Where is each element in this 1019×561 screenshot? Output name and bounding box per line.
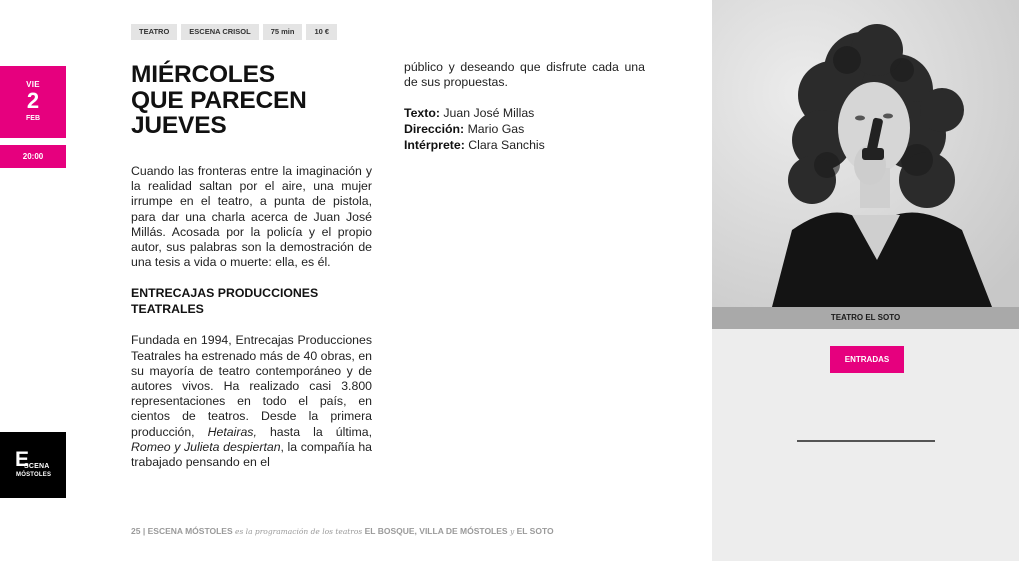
performer-photo [712, 0, 1019, 307]
logo-line1: SCENA [24, 463, 50, 470]
credits-list [404, 105, 645, 153]
credit-label: Intérprete: [404, 138, 465, 153]
credit-text [404, 105, 645, 121]
performer-photo-illustration [712, 0, 1019, 307]
logo-letter: E [15, 448, 30, 471]
logo-line2: MÓSTOLES [16, 472, 52, 478]
tickets-button[interactable]: ENTRADAS [830, 346, 904, 373]
title-line-3: JUEVES [131, 112, 227, 139]
company-paragraph-continuation: público y deseando que disfrute cada una de sus propuestas. [404, 60, 645, 90]
show-title [131, 62, 361, 139]
company-text-part: hasta la última, [256, 424, 372, 439]
credit-direction [404, 121, 645, 137]
time-badge: 20:00 [0, 145, 66, 168]
credit-value: Mario Gas [467, 122, 525, 137]
credit-label: Dirección: [404, 122, 465, 137]
date-badge [0, 66, 66, 138]
sidebar-panel [712, 0, 1019, 561]
credit-value: Juan José Millas [443, 106, 535, 121]
date-weekday: VIE [26, 80, 40, 89]
title-line-1: MIÉRCOLES [131, 61, 275, 88]
synopsis-paragraph: Cuando las fronteras entre la imaginación y la realidad saltan por el aire, una mujer irrumpe en el teatro, a punta de pistola, para dar una charla acerca de Juan José Millás. Acosada por la policía y el propio autor, sus palabras son la demostración de una tesis a vida o muerte: ella, es él. [131, 164, 372, 270]
footer-venues: EL BOSQUE, VILLA DE MÓSTOLES [364, 526, 508, 536]
escena-mostoles-logo [0, 432, 66, 498]
title-line-2: QUE PARECEN [131, 86, 307, 114]
footer-italic-y: y [509, 527, 515, 536]
tag-price: 10 € [306, 24, 337, 40]
company-heading: ENTRECAJAS PRODUCCIONES TEATRALES [131, 286, 319, 317]
tag-duration: 75 min [263, 24, 303, 40]
tag-series: ESCENA CRISOL [181, 24, 258, 40]
divider-line [797, 440, 935, 442]
tag-list [131, 24, 337, 40]
date-day: 2 [26, 88, 40, 113]
page-number: 25 [131, 526, 141, 536]
body-column-1 [131, 164, 372, 470]
credit-label: Texto: [404, 106, 440, 121]
date-month: FEB [26, 115, 40, 122]
credit-value: Clara Sanchis [468, 138, 545, 153]
footer-italic-text: es la programación de los teatros [235, 527, 363, 536]
production-title: Romeo y Julieta despiertan [131, 439, 281, 454]
company-text-part: , la compañía ha trabajado pensando en el [131, 439, 372, 470]
footer-brand: ESCENA MÓSTOLES [147, 526, 233, 536]
credit-performer [404, 137, 645, 153]
tag-genre: TEATRO [131, 24, 177, 40]
footer-separator: | [142, 526, 146, 536]
production-title: Hetairas, [207, 424, 257, 439]
company-text-part: Fundada en 1994, Entrecajas Producciones Teatrales ha estrenado más de 40 obras, en su mayoría de teatro contemporáneo y de autores vivos. Ha realizado casi 3.800 representaciones en todo el país, en cientos de teatros. Desde la primera producción, [131, 333, 372, 439]
company-paragraph [131, 333, 372, 470]
body-column-2 [404, 60, 645, 153]
venue-label: TEATRO EL SOTO [712, 307, 1019, 329]
page-footer [131, 526, 554, 536]
footer-venue-last: EL SOTO [516, 526, 554, 536]
